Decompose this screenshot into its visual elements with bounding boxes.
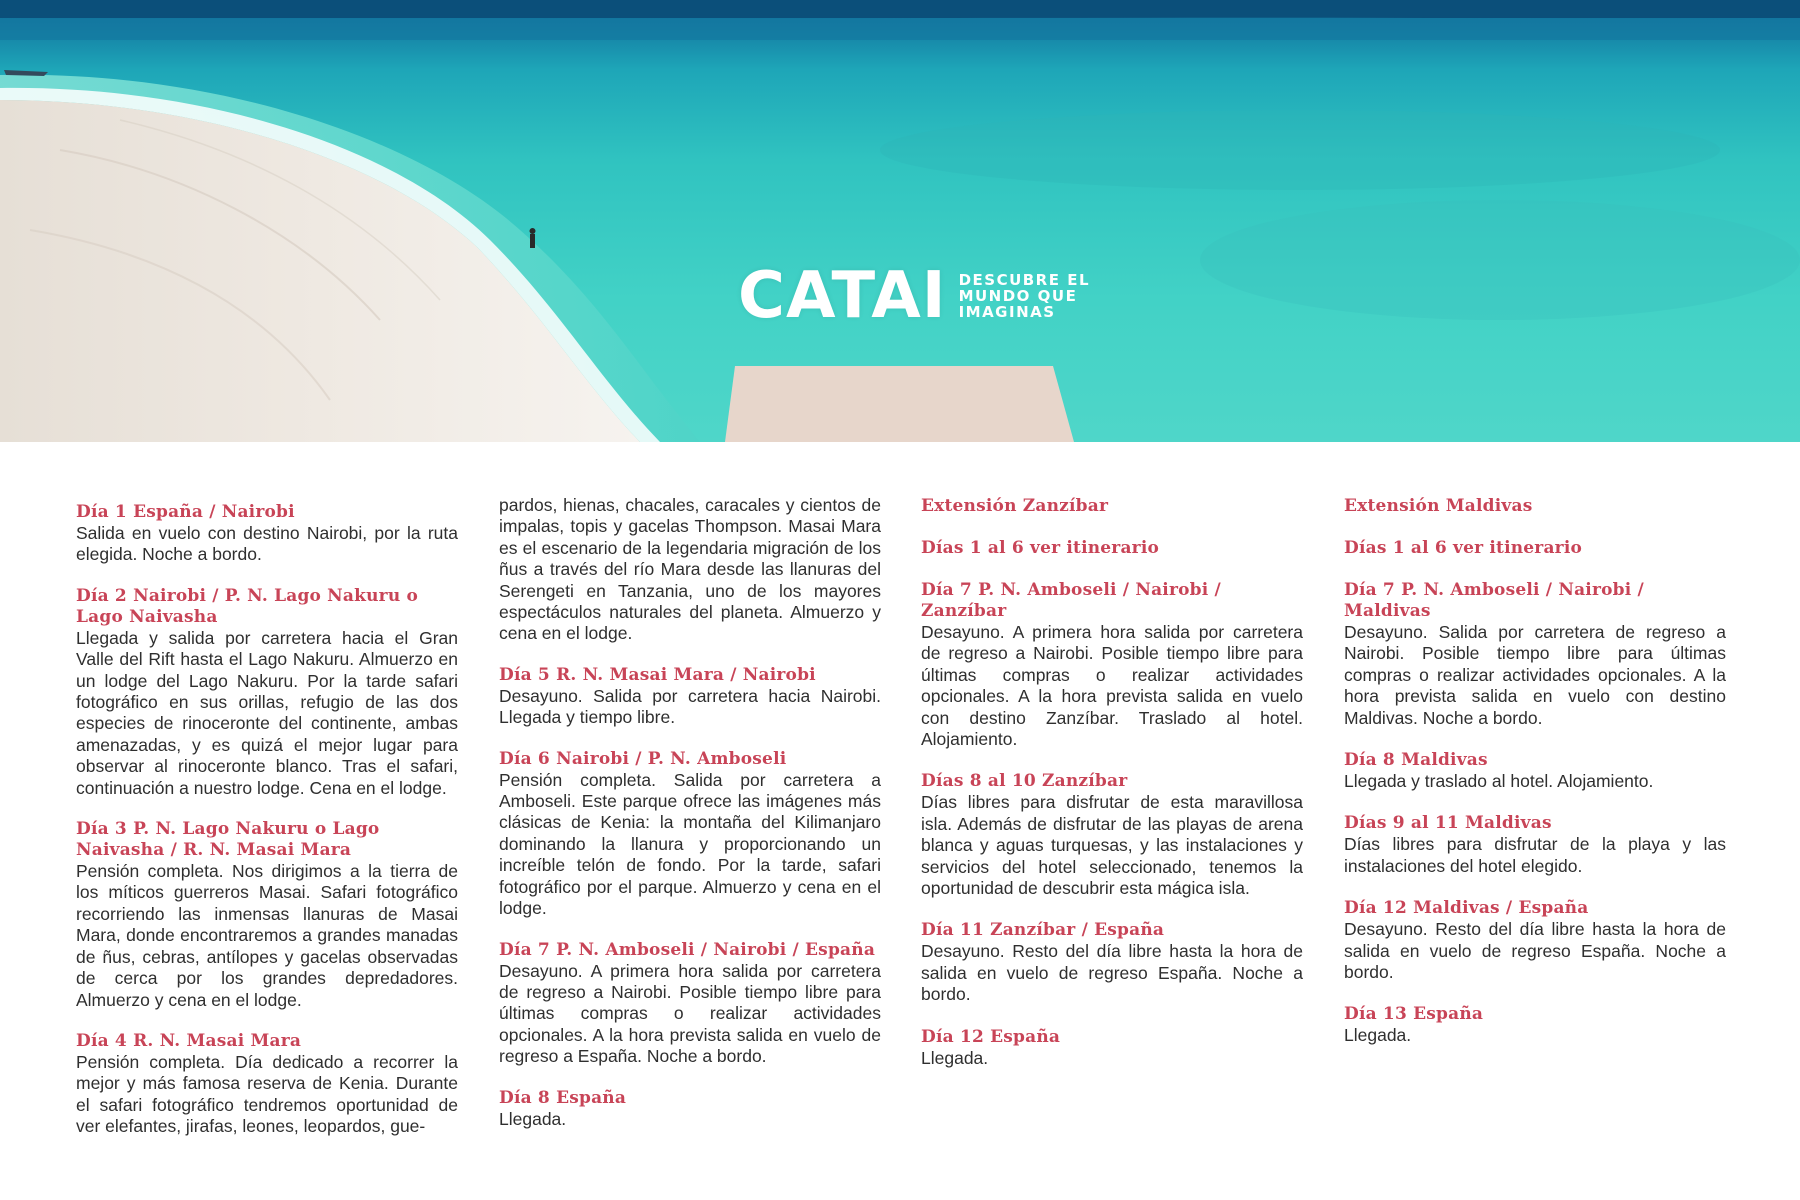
day-title: Día 8 Maldivas <box>1344 750 1488 771</box>
day-section <box>76 586 458 799</box>
day-title: Días 9 al 11 Maldivas <box>1344 813 1552 834</box>
day-section <box>921 1027 1303 1069</box>
day-title: Día 12 España <box>921 1026 1061 1047</box>
tagline-line-3: IMAGINAS <box>958 303 1056 321</box>
day-text: Salida en vuelo con destino Nairobi, por la ruta elegida. Noche a bordo. <box>76 523 458 565</box>
day-text: Desayuno. Resto del día libre hasta la hora de salida en vuelo de regreso España. Noche a bordo. <box>921 941 1303 1005</box>
day-section <box>76 502 458 566</box>
day-section <box>1344 538 1726 559</box>
day-text: Desayuno. Resto del día libre hasta la hora de salida en vuelo de regreso España. Noche a bordo. <box>1344 919 1726 983</box>
day-title: Día 8 España <box>499 1087 627 1108</box>
day-title: Día 3 P. N. Lago Nakuru o Lago Naivasha / R. N. Masai Mara <box>76 819 380 861</box>
day-text: Pensión completa. Nos dirigimos a la tierra de los míticos guerreros Masai. Safari fotográfico recorriendo las inmensas llanuras de Masai Mara, donde encontraremos a grandes manadas de ñus, cebras, antílopes y gacelas observadas de cerca por los grandes depredadores. Almuerzo y cena en el lodge. <box>76 861 458 1010</box>
day-section <box>76 819 458 1011</box>
day-text: Desayuno. A primera hora salida por carretera de regreso a Nairobi. Posible tiempo libre para últimas compras o realizar actividades opcionales. A la hora prevista salida en vuelo con destino Zanzíbar. Traslado al hotel. Alojamiento. <box>921 622 1303 750</box>
day-title: Día 7 P. N. Amboseli / Nairobi / Maldivas <box>1344 580 1644 621</box>
day-title: Día 11 Zanzíbar / España <box>921 920 1165 941</box>
day-section <box>499 1088 881 1130</box>
day-text: Pensión completa. Salida por carretera a Amboseli. Este parque ofrece las imágenes más clásicas de Kenia: la montaña del Kilimanjaro dominando la llanura y proporcionando un increíble telón de fondo. Por la tarde, safari fotográfico por el parque. Almuerzo y cena en el lodge. <box>499 769 881 919</box>
day-text: Llegada y salida por carretera hacia el Gran Valle del Rift hasta el Lago Nakuru. Almuerzo en un lodge del Lago Nakuru. Por la tarde safari fotográfico en sus orillas, refugio de las dos especies de rinoceronte del continente, ambas amenazadas, y es quizá el mejor lugar para observar al rinoceronte blanco. Tras el safari, continuación a nuestro lodge. Cena en el lodge. <box>76 627 458 798</box>
itinerary-column-2 <box>499 495 881 1150</box>
day-text: Desayuno. A primera hora salida por carretera de regreso a Nairobi. Posible tiempo libre para últimas compras o realizar actividades opcionales. A la hora prevista salida en vuelo de regreso a España. Noche a bordo. <box>499 960 881 1067</box>
day-text: Llegada. <box>921 1047 989 1068</box>
day-section <box>499 749 881 920</box>
day-title: Días 8 al 10 Zanzíbar <box>921 771 1128 792</box>
day-title: Día 1 España / Nairobi <box>76 502 295 522</box>
day-text: Llegada y traslado al hotel. Alojamiento. <box>1344 771 1654 792</box>
day-text: Días libres para disfrutar de esta maravillosa isla. Además de disfrutar de las playas de arena blanca y aguas turquesas, y las instalaciones y servicios del hotel seleccionado, tenemos la oportunidad de descubrir esta mágica isla. <box>921 792 1303 899</box>
hero-beach-photo <box>0 0 1800 442</box>
maldivas-extension-column <box>1344 496 1726 1068</box>
day-section <box>1344 750 1726 792</box>
day-section <box>921 920 1303 1005</box>
banner-tab <box>725 366 1074 442</box>
logo-wordmark: CATAI <box>738 259 947 333</box>
day-title: Día 2 Nairobi / P. N. Lago Nakuru o Lago Naivasha <box>76 585 419 627</box>
day-text: Pensión completa. Día dedicado a recorrer la mejor y más famosa reserva de Kenia. Durante el safari fotográfico tendremos oportunidad de ver elefantes, jirafas, leones, leopardos, gue- <box>76 1051 458 1137</box>
day-text: Llegada. <box>499 1108 567 1129</box>
zanzibar-extension-column <box>921 496 1303 1090</box>
continued-text: pardos, hienas, chacales, caracales y cientos de impalas, topis y gacelas Thompson. Masai Mara es el escenario de la legendaria migración de los ñus a través del río Mara desde las llanuras del Serengeti en Tanzania, uno de los mayores espectáculos naturales del planeta. Almuerzo y cena en el lodge. <box>499 495 881 644</box>
day-section <box>1344 580 1726 729</box>
day-section <box>76 1031 458 1138</box>
day-title: Día 7 P. N. Amboseli / Nairobi / Zanzíbar <box>921 580 1221 621</box>
itinerary-column-1 <box>76 502 458 1158</box>
day-title: Días 1 al 6 ver itinerario <box>1344 538 1583 558</box>
day-section <box>1344 813 1726 877</box>
day-text: Llegada. <box>1344 1025 1412 1046</box>
day-text: Desayuno. Salida por carretera hacia Nairobi. Llegada y tiempo libre. <box>499 685 881 728</box>
extension-title: Extensión Zanzíbar <box>921 496 1109 516</box>
tagline-line-1: DESCUBRE EL <box>958 271 1091 289</box>
logo-tagline <box>959 272 1090 320</box>
continued-section <box>499 495 881 645</box>
day-section <box>921 580 1303 750</box>
day-text: Desayuno. Salida por carretera de regreso a Nairobi. Posible tiempo libre para últimas compras o realizar actividades opcionales. A la hora prevista salida en vuelo con destino Maldivas. Noche a bordo. <box>1344 622 1726 728</box>
day-title: Día 13 España <box>1344 1004 1484 1025</box>
day-title: Día 7 P. N. Amboseli / Nairobi / España <box>499 939 876 960</box>
day-section <box>499 940 881 1068</box>
day-section <box>499 665 881 729</box>
day-title: Día 4 R. N. Masai Mara <box>76 1030 302 1051</box>
day-title: Día 5 R. N. Masai Mara / Nairobi <box>499 664 816 685</box>
day-title: Días 1 al 6 ver itinerario <box>921 538 1160 558</box>
day-section <box>921 538 1303 559</box>
tagline-line-2: MUNDO QUE <box>958 287 1078 305</box>
day-title: Día 6 Nairobi / P. N. Amboseli <box>499 748 787 769</box>
extension-title: Extensión Maldivas <box>1344 496 1533 516</box>
day-section <box>921 771 1303 899</box>
day-text: Días libres para disfrutar de la playa y las instalaciones del hotel elegido. <box>1344 834 1726 876</box>
catai-logo <box>738 259 1091 333</box>
day-title: Día 12 Maldivas / España <box>1344 898 1589 919</box>
extension-heading <box>921 496 1303 517</box>
day-section <box>1344 898 1726 983</box>
extension-heading <box>1344 496 1726 517</box>
day-section <box>1344 1004 1726 1046</box>
beach-illustration <box>0 0 1800 442</box>
